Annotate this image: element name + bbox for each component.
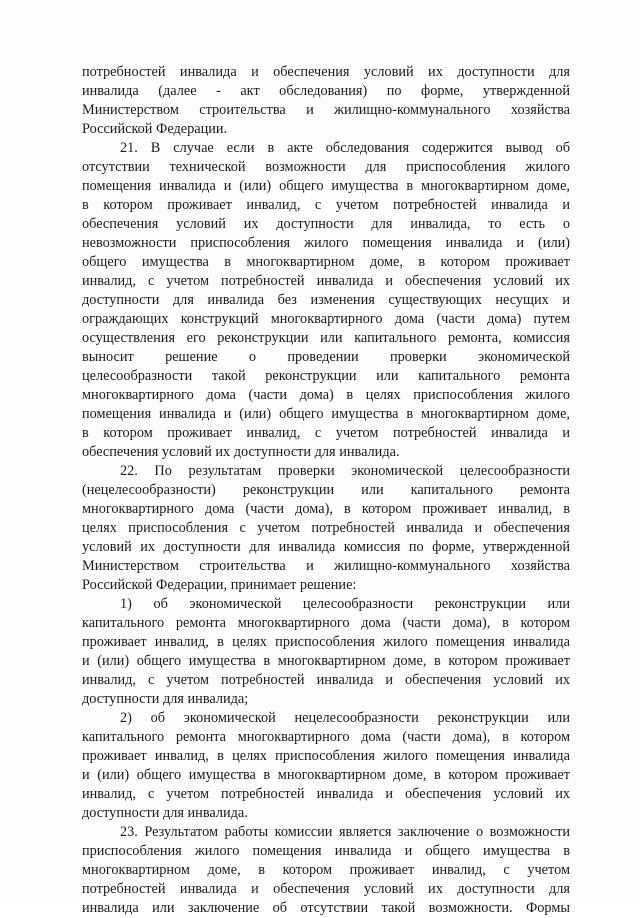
text-line: инвалид, с учетом потребностей инвалида и обеспечения условий их xyxy=(82,273,570,289)
text-line: невозможности приспособления жилого помещения инвалида и (или) xyxy=(82,235,570,251)
text-line: в котором проживает инвалид, с учетом потребностей инвалида и xyxy=(82,425,570,441)
text-line: инвалида (далее - акт обследования) по форме, утвержденной xyxy=(82,83,570,99)
text-line: потребностей инвалида и обеспечения условий их доступности для xyxy=(82,881,570,897)
text-line: Российской Федерации, принимает решение: xyxy=(82,577,357,593)
document-body-text xyxy=(82,63,570,918)
text-line: капитального ремонта многоквартирного дома (части дома), в котором xyxy=(82,729,570,745)
text-line: Министерством строительства и жилищно-коммунального хозяйства xyxy=(82,558,570,574)
text-line: и (или) общего имущества в многоквартирном доме, в котором проживает xyxy=(82,767,570,783)
text-line: 1) об экономической целесообразности реконструкции или xyxy=(120,596,570,612)
text-line: 2) об экономической нецелесообразности реконструкции или xyxy=(120,710,570,726)
text-line: целесообразности такой реконструкции или капитального ремонта xyxy=(82,368,570,384)
text-line: многоквартирного дома (части дома) в целях приспособления жилого xyxy=(82,387,570,403)
text-line: многоквартирном доме, в котором проживает инвалид, с учетом xyxy=(82,862,570,878)
text-line: отсутствии технической возможности для приспособления жилого xyxy=(82,159,570,175)
text-line: доступности для инвалида. xyxy=(82,805,248,821)
text-line: выносит решение о проведении проверки экономической xyxy=(82,349,570,365)
text-line: в котором проживает инвалид, с учетом потребностей инвалида и xyxy=(82,197,570,213)
text-line: помещения инвалида и (или) общего имущества в многоквартирном доме, xyxy=(82,178,570,194)
text-line: общего имущества в многоквартирном доме, в котором проживает xyxy=(82,254,570,270)
text-line: инвалид, с учетом потребностей инвалида и обеспечения условий их xyxy=(82,672,570,688)
text-line: помещения инвалида и (или) общего имущества в многоквартирном доме, xyxy=(82,406,570,422)
text-line: инвалид, с учетом потребностей инвалида и обеспечения условий их xyxy=(82,786,570,802)
text-line: условий их доступности для инвалида комиссия по форме, утвержденной xyxy=(82,539,570,555)
text-line: проживает инвалид, в целях приспособления жилого помещения инвалида xyxy=(82,748,570,764)
text-line: Министерством строительства и жилищно-коммунального хозяйства xyxy=(82,102,570,118)
text-line: (нецелесообразности) реконструкции или капитального ремонта xyxy=(82,482,570,498)
text-line: проживает инвалид, в целях приспособления жилого помещения инвалида xyxy=(82,634,570,650)
text-line: инвалида или заключение об отсутствии такой возможности. Формы xyxy=(82,900,570,916)
text-line: обеспечения условий их доступности для инвалида. xyxy=(82,444,400,460)
text-line: 23. Результатом работы комиссии является заключение о возможности xyxy=(120,824,570,840)
text-line: капитального ремонта многоквартирного дома (части дома), в котором xyxy=(82,615,570,631)
text-line: осуществления его реконструкции или капитального ремонта, комиссия xyxy=(82,330,570,346)
text-line: 22. По результатам проверки экономической целесообразности xyxy=(120,463,570,479)
text-line: многоквартирного дома (части дома), в котором проживает инвалид, в xyxy=(82,501,570,517)
text-line: потребностей инвалида и обеспечения условий их доступности для xyxy=(82,64,570,80)
text-line: доступности для инвалида без изменения существующих несущих и xyxy=(82,292,570,308)
text-line: Российской Федерации. xyxy=(82,121,228,137)
text-line: доступности для инвалида; xyxy=(82,691,249,707)
text-line: приспособления жилого помещения инвалида и общего имущества в xyxy=(82,843,570,859)
text-line: и (или) общего имущества в многоквартирном доме, в котором проживает xyxy=(82,653,570,669)
text-line: обеспечения условий их доступности для инвалида, то есть о xyxy=(82,216,570,232)
text-line: целях приспособления с учетом потребностей инвалида и обеспечения xyxy=(82,520,570,536)
text-line: 21. В случае если в акте обследования содержится вывод об xyxy=(120,140,570,156)
text-line: ограждающих конструкций многоквартирного дома (части дома) путем xyxy=(82,311,570,327)
